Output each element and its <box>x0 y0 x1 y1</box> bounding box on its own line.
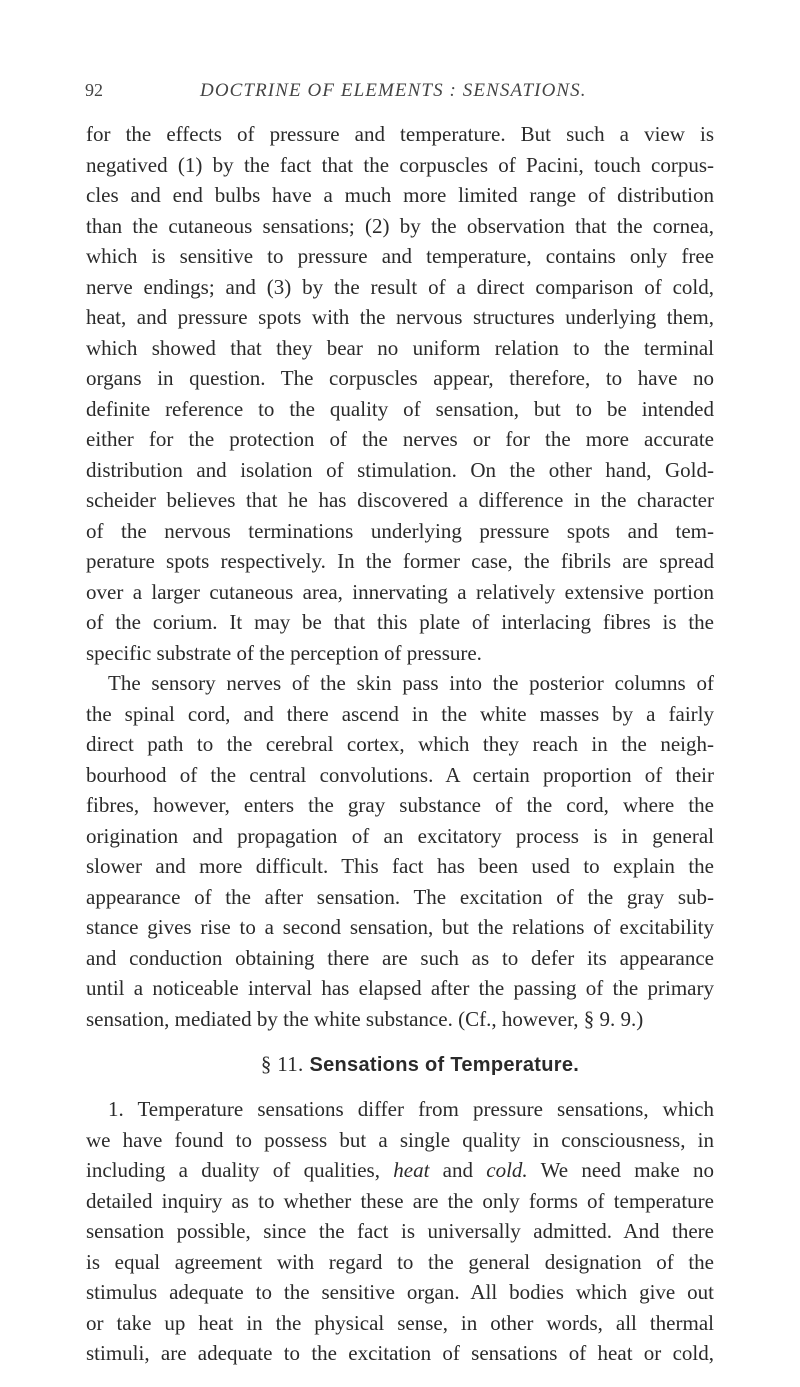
text-line: of the corium. It may be that this plate of interlacing fibres is the <box>86 610 714 634</box>
text-line: than the cutaneous sensations; (2) by the observation that the cornea, <box>86 213 714 238</box>
page-header <box>85 80 713 108</box>
text-line: for the effects of pressure and temperature. But such a view is <box>86 122 714 146</box>
text-line: perature spots respectively. In the former case, the fibrils are spread <box>86 549 714 573</box>
text-line: stimulus adequate to the sensitive organ. All bodies which give out <box>86 1280 714 1304</box>
text-line: heat, and pressure spots with the nervous structures underlying them, <box>86 305 714 329</box>
text-line-with-emphasis <box>86 1155 714 1186</box>
text-line: specific substrate of the perception of pressure. <box>86 640 482 665</box>
text-line: which showed that they bear no uniform relation to the terminal <box>86 335 714 360</box>
text-line: until a noticeable interval has elapsed after the passing of the primary <box>86 976 714 1000</box>
text-line: organs in question. The corpuscles appear, therefore, to have no <box>86 366 714 390</box>
text-line: sensation possible, since the fact is universally admitted. And there <box>86 1219 714 1243</box>
text-run: including a duality of qualities, <box>86 1158 394 1182</box>
text-run: and <box>429 1158 487 1182</box>
text-line: we have found to possess but a single quality in consciousness, in <box>86 1127 714 1152</box>
text-line: fibres, however, enters the gray substance of the cord, where the <box>86 793 714 817</box>
text-line: of the nervous terminations underlying pressure spots and tem- <box>86 518 714 543</box>
section-number: § 11. <box>260 1052 304 1076</box>
text-line: scheider believes that he has discovered a difference in the character <box>86 488 714 512</box>
emphasis-heat: heat <box>393 1158 430 1182</box>
text-run: We need make no <box>527 1158 714 1182</box>
text-line: slower and more difficult. This fact has been used to explain the <box>86 854 714 878</box>
text-line: over a larger cutaneous area, innervating a relatively extensive portion <box>86 579 714 604</box>
text-line: the spinal cord, and there ascend in the white masses by a fairly <box>86 701 714 726</box>
text-line: detailed inquiry as to whether these are the only forms of temperature <box>86 1188 714 1213</box>
text-line: stance gives rise to a second sensation, but the relations of excitability <box>86 915 714 939</box>
section-heading <box>86 1034 714 1094</box>
text-line: either for the protection of the nerves or for the more accurate <box>86 427 714 451</box>
text-line: nerve endings; and (3) by the result of a direct comparison of cold, <box>86 274 714 299</box>
page-number: 92 <box>85 80 103 100</box>
text-line: origination and propagation of an excitatory process is in general <box>86 823 714 848</box>
text-line: is equal agreement with regard to the general designation of the <box>86 1249 714 1274</box>
text-line: which is sensitive to pressure and temperature, contains only free <box>86 244 714 268</box>
text-line: sensation, mediated by the white substance. (Cf., however, § 9. 9.) <box>86 1006 644 1031</box>
text-line: appearance of the after sensation. The excitation of the gray sub- <box>86 884 714 909</box>
text-line: direct path to the cerebral cortex, which they reach in the neigh- <box>86 732 714 756</box>
text-line: cles and end bulbs have a much more limited range of distribution <box>86 183 714 207</box>
section-title: Sensations of Temperature. <box>309 1054 580 1076</box>
text-line: 1. Temperature sensations differ from pressure sensations, which <box>108 1097 714 1121</box>
text-line: The sensory nerves of the skin pass into the posterior columns of <box>108 671 714 695</box>
running-head: DOCTRINE OF ELEMENTS : SENSATIONS. <box>200 80 587 101</box>
emphasis-cold: cold. <box>486 1158 528 1182</box>
text-line: negatived (1) by the fact that the corpuscles of Pacini, touch corpus- <box>86 152 714 177</box>
text-line: and conduction obtaining there are such as to defer its appearance <box>86 945 714 970</box>
text-line: or take up heat in the physical sense, in other words, all thermal <box>86 1310 714 1335</box>
text-line: stimuli, are adequate to the excitation of sensations of heat or cold, <box>86 1341 714 1365</box>
text-line: bourhood of the central convolutions. A certain proportion of their <box>86 762 714 787</box>
text-line: definite reference to the quality of sensation, but to be intended <box>86 396 714 421</box>
text-line: distribution and isolation of stimulation. On the other hand, Gold- <box>86 457 714 482</box>
body-text <box>86 119 714 1369</box>
